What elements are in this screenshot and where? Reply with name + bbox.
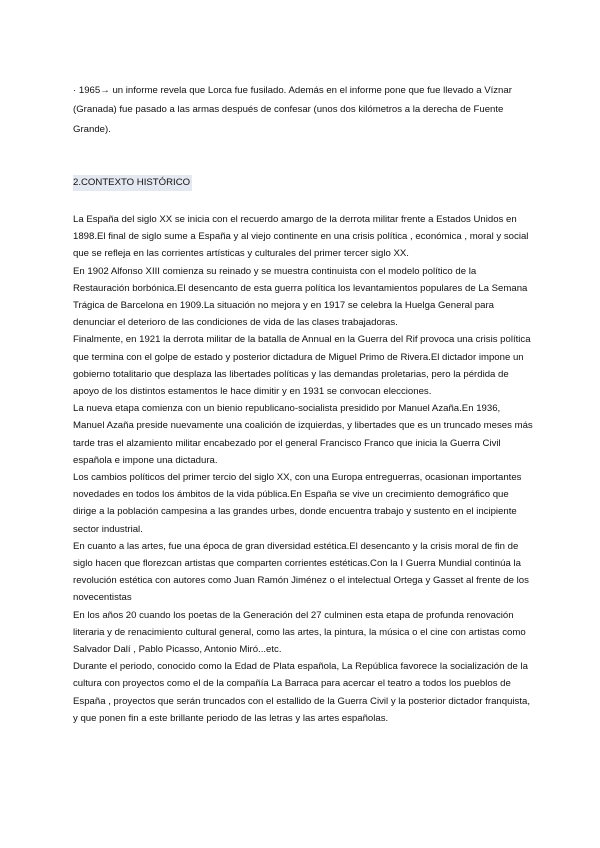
body-text (73, 211, 533, 727)
paragraph: Los cambios políticos del primer tercio del siglo XX, con una Europa entreguerras, ocasionan importantes novedades en todos los ámbitos de la vida pública.En España se vive un crecimiento demográfico que dirige a la población campesina a las grandes urbes, donde encuentra trabajo y sustento en el incipiente sector industrial. (73, 472, 522, 535)
paragraph: La nueva etapa comienza con un bienio republicano-socialista presidido por Manuel Azaña.En 1936, Manuel Azaña preside nuevamente una coalición de izquierdas, y libertades que es un truncado meses más tarde tras el alzamiento militar encabezado por el general Francisco Franco que inicia la Guerra Civil española e impone una dictadura. (73, 403, 533, 466)
paragraph: Finalmente, en 1921 la derrota militar de la batalla de Annual en la Guerra del Rif provoca una crisis política que termina con el golpe de estado y posterior dictadura de Miguel Primo de Rivera.El dictador impone un gobierno totalitario que desplaza las libertades políticas y las demandas proletarias, pero la pérdida de apoyo de los distintos estamentos le hace dimitir y en 1931 se convocan elecciones. (73, 334, 531, 398)
paragraph: En 1902 Alfonso XIII comienza su reinado y se muestra continuista con el modelo político de la Restauración borbónica.El desencanto de esta guerra política los levantamientos populares de La Semana Trágica de Barcelona en 1909.La situación no mejora y en 1917 se celebra la Huelga General para denunciar el deterioro de las condiciones de vida de las clases trabajadoras. (73, 265, 528, 329)
paragraph: En los años 20 cuando los poetas de la Generación del 27 culminen esta etapa de profunda renovación literaria y de renacimiento cultural general, como las artes, la pintura, la música o el cine con artistas como Salvador Dalí , Pablo Picasso, Antonio Miró...etc. (73, 609, 526, 656)
paragraph: La España del siglo XX se inicia con el recuerdo amargo de la derrota militar frente a Estados Unidos en 1898.El final de siglo sume a España y al viejo continente en una crisis política , económica , moral y social que se refleja en las corrientes artísticas y culturales del primer tercer siglo XX. (73, 214, 529, 260)
paragraph: Durante el periodo, conocido como la Edad de Plata española, La República favorece la socialización de la cultura con proyectos como el de la compañía La Barraca para acercar el teatro a todos los pueblos de España , proyectos que serán truncados con el estallido de la Guerra Civil y la posterior dictador franquista, y que ponen fin a este brillante periodo de las letras y las artes españolas. (73, 661, 531, 724)
intro-paragraph: · 1965→ un informe revela que Lorca fue fusilado. Además en el informe pone que fue llevado a Víznar (Granada) fue pasado a las armas después de confesar (unos dos kilómetros a la derecha de Fuente Grande). (73, 84, 512, 135)
paragraph: En cuanto a las artes, fue una época de gran diversidad estética.El desencanto y la crisis moral de fin de siglo hacen que florezcan artistas que comparten corrientes estéticas.Con la I Guerra Mundial continúa la revolución estética con autores como Juan Ramón Jiménez o el intelectual Ortega y Gasset al frente de los novecentistas (73, 540, 529, 604)
section-heading: 2.CONTEXTO HISTÓRICO (73, 175, 192, 191)
